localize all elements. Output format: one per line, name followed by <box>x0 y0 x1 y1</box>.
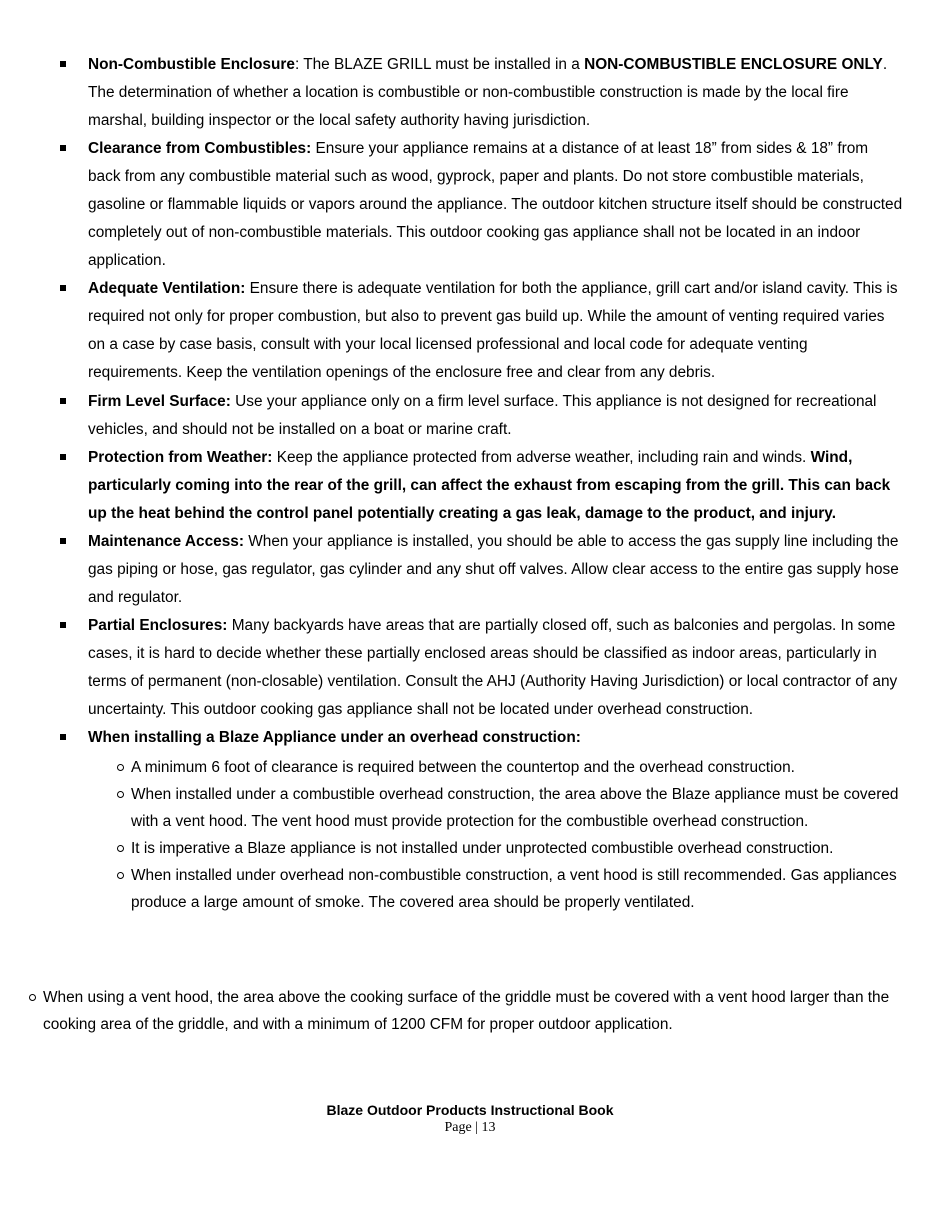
footer-title: Blaze Outdoor Products Instructional Book <box>326 1102 614 1118</box>
item-label: Maintenance Access: <box>88 533 244 550</box>
page-number: Page | 13 <box>444 1120 496 1135</box>
list-item-adequate-ventilation <box>88 275 903 387</box>
item-text: Ensure there is adequate ventilation for both the appliance, grill cart and/or island cavity. This is required not only for proper combustion, but also to prevent gas build up. While the amount of venting required varies on a case by case basis, consult with your local licensed professional and local code for adequate venting requirements. Keep the ventilation openings of the enclosure free and clear from any debris. <box>88 280 898 381</box>
list-item-partial-enclosures <box>88 612 903 724</box>
item-text: . The determination of whether a location is combustible or non-combustible construction is made by the local fire marshal, building inspector or the local safety authority having jurisdiction. <box>88 56 888 129</box>
safety-bullet-list <box>88 51 903 916</box>
sub-list-item: When installed under a combustible overhead construction, the area above the Blaze appliance must be covered with a vent hood. The vent hood must provide protection for the combustible overhead construction. <box>131 781 903 835</box>
item-label: Firm Level Surface: <box>88 393 231 410</box>
sub-list-item: It is imperative a Blaze appliance is not installed under unprotected combustible overhead construction. <box>131 835 903 862</box>
overhead-sub-list <box>88 754 903 916</box>
list-item-overhead-construction <box>88 724 903 916</box>
item-emphasis: NON-COMBUSTIBLE ENCLOSURE ONLY <box>584 56 883 73</box>
list-item-clearance-from-combustibles <box>88 135 903 275</box>
vent-hood-note: When using a vent hood, the area above the cooking surface of the griddle must be covered with a vent hood larger than the cooking area of the griddle, and with a minimum of 1200 CFM for proper outdoor application. <box>43 984 893 1038</box>
item-label: Adequate Ventilation: <box>88 280 246 297</box>
item-emphasis: Wind, particularly coming into the rear of the grill, can affect the exhaust from escaping from the grill. This can back up the heat behind the control panel potentially creating a gas leak, damage to the product, and injury. <box>88 449 891 522</box>
item-text: When your appliance is installed, you should be able to access the gas supply line including the gas piping or hose, gas regulator, gas cylinder and any shut off valves. Allow clear access to the entire gas supply hose and regulator. <box>88 533 899 606</box>
item-text: Use your appliance only on a firm level surface. This appliance is not designed for recreational vehicles, and should not be installed on a boat or marine craft. <box>88 393 877 438</box>
item-label: Non-Combustible Enclosure <box>88 56 295 73</box>
list-item-maintenance-access <box>88 528 903 612</box>
item-text: Ensure your appliance remains at a distance of at least 18” from sides & 18” from back from any combustible material such as wood, gyprock, paper and plants. Do not store combustible materials, gasoline or flammable liquids or vapors around the appliance. The outdoor kitchen structure itself should be constructed completely out of non-combustible materials. This outdoor cooking gas appliance shall not be located in an indoor application. <box>88 140 903 269</box>
item-text: : The BLAZE GRILL must be installed in a <box>294 56 585 73</box>
item-label: Clearance from Combustibles: <box>88 140 312 157</box>
item-text: Many backyards have areas that are partially closed off, such as balconies and pergolas. In some cases, it is hard to decide whether these partially enclosed areas should be classified as indoor areas, particularly in terms of permanent (non-closable) ventilation. Consult the AHJ (Authority Having Jurisdiction) or local contractor of any uncertainty. This outdoor cooking gas appliance shall not be located under overhead construction. <box>88 617 898 718</box>
list-item-non-combustible-enclosure <box>88 51 903 135</box>
item-text: Keep the appliance protected from adverse weather, including rain and winds. <box>272 449 811 466</box>
list-item-firm-level-surface <box>88 388 903 444</box>
sub-list-item: A minimum 6 foot of clearance is required between the countertop and the overhead construction. <box>131 754 903 781</box>
list-item-protection-from-weather <box>88 444 903 528</box>
sub-list-item: When installed under overhead non-combustible construction, a vent hood is still recommended. Gas appliances produce a large amount of smoke. The covered area should be properly ventilated. <box>131 862 903 916</box>
item-label: Protection from Weather: <box>88 449 273 466</box>
item-label: Partial Enclosures: <box>88 617 228 634</box>
item-label: When installing a Blaze Appliance under an overhead construction: <box>88 729 581 746</box>
